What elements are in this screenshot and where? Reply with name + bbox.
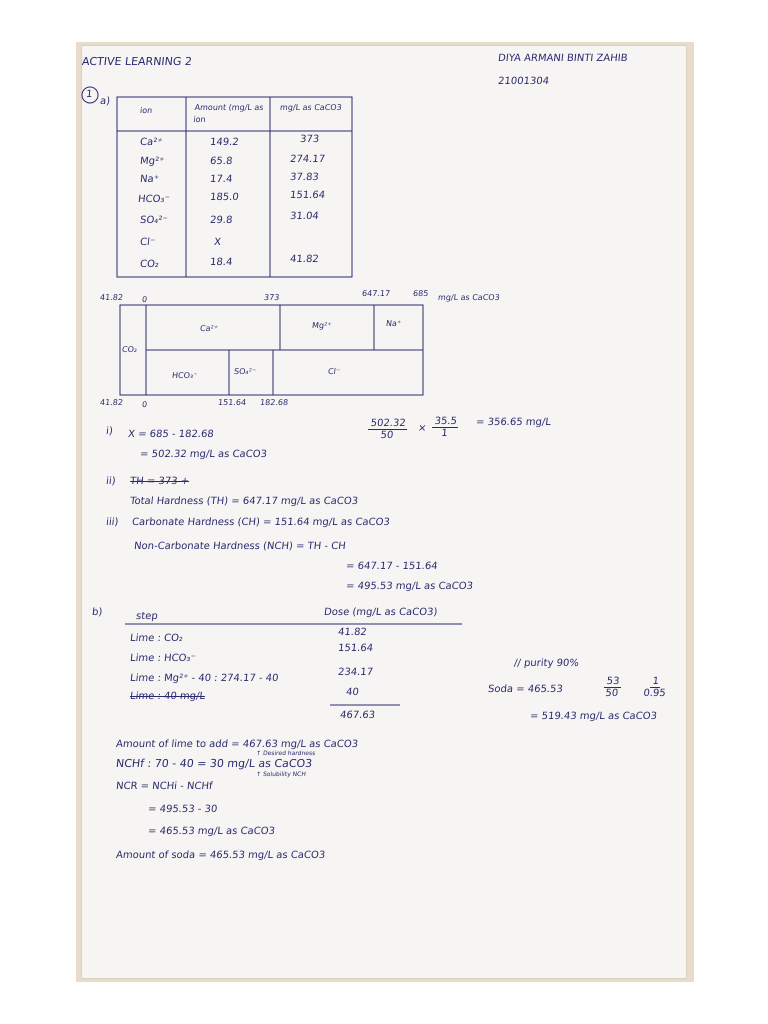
soda-amount: Amount of soda = 465.53 mg/L as CaCO3 <box>115 850 326 861</box>
part-i-line1: X = 685 - 182.68 <box>127 429 215 440</box>
soda-fraction-2-numerator: 1 <box>650 676 662 688</box>
bar-hco3-label: HCO₃⁻ <box>171 371 198 380</box>
table-cell-amount: 29.8 <box>209 215 233 226</box>
times-sign: × <box>417 423 428 434</box>
nch-final: NCHf : 70 - 40 = 30 mg/L as CaCO3 <box>115 757 313 770</box>
bar-na-label: Na⁺ <box>385 319 402 328</box>
bar-bottom-left-label: 41.82 <box>99 398 124 407</box>
student-name: DIYA ARMANI BINTI ZAHIB <box>497 53 629 64</box>
table-cell-amount: 149.2 <box>209 137 240 148</box>
dose-row-value: 234.17 <box>337 667 374 678</box>
soda-calc: Soda = 465.53 <box>487 684 564 695</box>
part-iii-line4: = 495.53 mg/L as CaCO3 <box>345 581 474 592</box>
desired-hardness-note: ↑ Desired hardness <box>255 750 316 757</box>
dose-row-step: Lime : HCO₃⁻ <box>129 653 197 664</box>
part-ii-struck-text: TH = 373 + <box>129 476 190 487</box>
ncr-line: NCR = NCHi - NCHf <box>115 781 214 792</box>
part-b-header-step: step <box>135 611 159 622</box>
page-title: ACTIVE LEARNING 2 <box>81 55 193 68</box>
bar-bottom-151-label: 151.64 <box>217 398 247 407</box>
dose-row-value: 41.82 <box>337 627 368 638</box>
dose-row-step: Lime : Mg²⁺ - 40 : 274.17 - 40 <box>129 673 279 684</box>
part-ii-label: ii) <box>105 476 117 487</box>
table-cell-ion: HCO₃⁻ <box>137 194 171 205</box>
soda-fraction-1-denominator: 50 <box>604 688 619 699</box>
fraction-2-numerator: 35.5 <box>432 416 460 428</box>
part-i-line2: = 502.32 mg/L as CaCO3 <box>139 449 268 460</box>
bar-cl-label: Cl⁻ <box>327 367 341 376</box>
fraction-1-denominator: 50 <box>379 430 394 441</box>
fraction-2 <box>431 416 460 439</box>
part-iii-line1: Carbonate Hardness (CH) = 151.64 mg/L as CaCO3 <box>131 517 391 528</box>
fraction-1 <box>367 418 408 441</box>
soda-fraction-1-numerator: 53 <box>604 676 622 688</box>
part-iii-line2: Non-Carbonate Hardness (NCH) = TH - CH <box>133 541 347 552</box>
table-header-ion: ion <box>139 106 153 115</box>
part-iii-label: iii) <box>105 517 119 528</box>
lime-amount: Amount of lime to add = 467.63 mg/L as CaCO3 <box>115 739 359 750</box>
table-cell-caco3: 373 <box>299 134 320 145</box>
bar-ca-label: Ca²⁺ <box>199 324 219 333</box>
table-cell-amount: 65.8 <box>209 156 233 167</box>
bar-top-647-label: 647.17 <box>361 289 391 298</box>
part-i-label: i) <box>105 426 114 437</box>
part-b-header-dose: Dose (mg/L as CaCO3) <box>323 607 438 618</box>
bar-top-left-label: 41.82 <box>99 293 124 302</box>
table-cell-caco3: 31.04 <box>289 211 320 222</box>
soda-fraction-1 <box>603 676 622 699</box>
dose-row-step: Lime : CO₂ <box>129 633 184 644</box>
soda-result: = 519.43 mg/L as CaCO3 <box>529 711 658 722</box>
table-cell-caco3: 151.64 <box>289 190 326 201</box>
table-cell-amount: 18.4 <box>209 257 233 268</box>
part-b-label: b) <box>91 607 103 618</box>
table-header-caco3: mg/L as CaCO3 <box>279 103 343 112</box>
dose-row-step: Lime : 40 mg/L <box>129 691 206 702</box>
dose-row-value: 151.64 <box>337 643 374 654</box>
soda-fraction-2 <box>643 676 668 699</box>
ncr-line2: = 495.53 - 30 <box>147 804 218 815</box>
table-cell-ion: SO₄²⁻ <box>139 215 169 226</box>
purity-note: // purity 90% <box>513 658 580 669</box>
bar-co2-label: CO₂ <box>121 345 138 354</box>
student-id: 21001304 <box>497 76 550 87</box>
bar-unit-label: mg/L as CaCO3 <box>437 293 501 302</box>
table-cell-caco3: 274.17 <box>289 154 326 165</box>
bar-bottom-182-label: 182.68 <box>259 398 289 407</box>
part-a-label: a) <box>99 96 111 107</box>
table-cell-ion: Mg²⁺ <box>139 156 165 167</box>
table-cell-ion: CO₂ <box>139 259 160 270</box>
part-iii-line3: = 647.17 - 151.64 <box>345 561 439 572</box>
table-cell-amount: 185.0 <box>209 192 240 203</box>
fraction-2-denominator: 1 <box>440 428 449 439</box>
solubility-note: ↑ Solubility NCH <box>255 771 307 778</box>
table-cell-ion: Na⁺ <box>139 174 160 185</box>
table-cell-caco3: 37.83 <box>289 172 320 183</box>
part-i-result: = 356.65 mg/L <box>475 417 552 428</box>
bar-mg-label: Mg²⁺ <box>311 321 332 330</box>
part-ii-line: Total Hardness (TH) = 647.17 mg/L as CaCO3 <box>129 496 359 507</box>
fraction-1-numerator: 502.32 <box>368 418 408 430</box>
table-header-amount: Amount (mg/L as ion <box>192 103 264 124</box>
table-cell-ion: Cl⁻ <box>139 237 156 248</box>
soda-fraction-2-denominator: 0.95 <box>642 688 667 699</box>
dose-total: 467.63 <box>339 710 376 721</box>
table-cell-amount: X <box>213 237 222 248</box>
table-cell-caco3: 41.82 <box>289 254 320 265</box>
bar-top-373-label: 373 <box>263 293 280 302</box>
question-number: 1 <box>85 89 94 100</box>
bar-so4-label: SO₄²⁻ <box>233 367 257 376</box>
table-cell-ion: Ca²⁺ <box>139 137 164 148</box>
table-cell-amount: 17.4 <box>209 174 233 185</box>
dose-row-value: 40 <box>345 687 360 698</box>
bar-top-zero-label: 0 <box>141 295 148 304</box>
bar-bottom-zero-label: 0 <box>141 400 148 409</box>
bar-top-685-label: 685 <box>412 289 429 298</box>
ncr-line3: = 465.53 mg/L as CaCO3 <box>147 826 276 837</box>
